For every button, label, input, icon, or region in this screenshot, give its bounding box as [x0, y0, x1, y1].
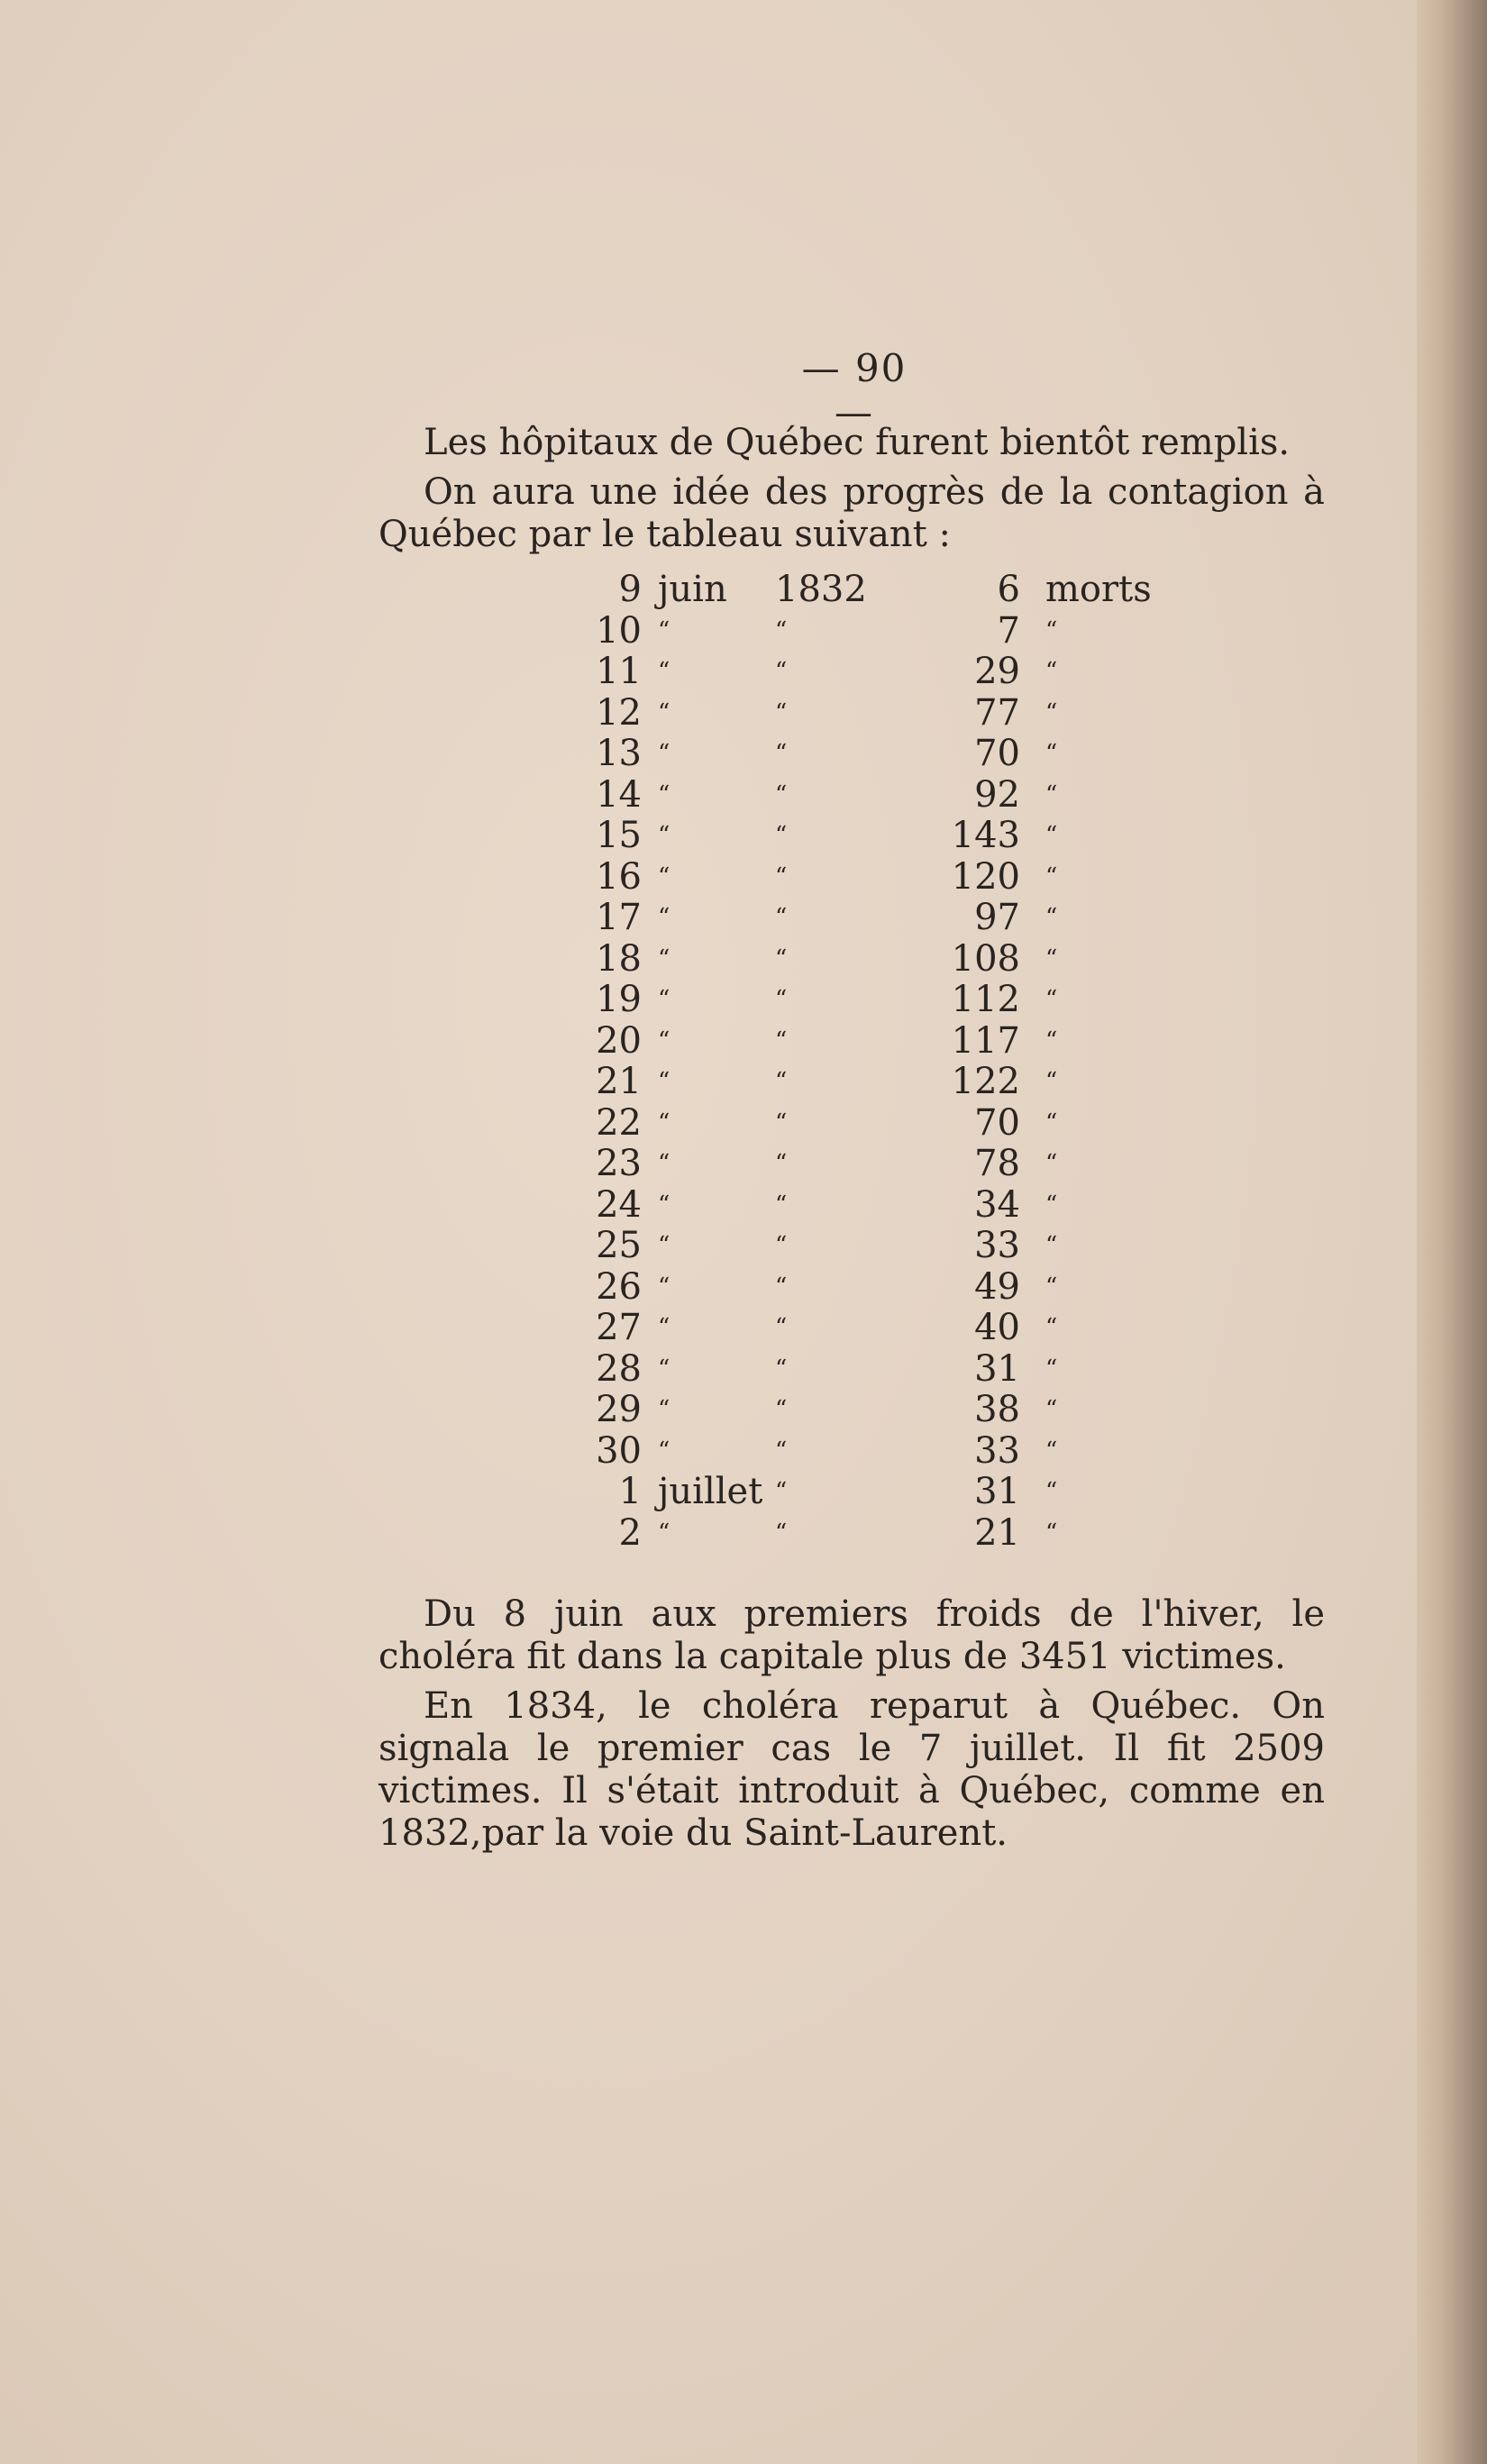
- unit-cell: “: [1045, 862, 1058, 890]
- month-cell: “: [658, 780, 671, 808]
- month-cell: “: [658, 740, 671, 767]
- deaths-count-cell: 77: [974, 691, 1020, 734]
- month-cell: “: [658, 1396, 671, 1423]
- year-cell: “: [775, 1478, 788, 1505]
- day-cell: 10: [596, 609, 642, 652]
- year-cell: “: [775, 1396, 788, 1423]
- day-cell: 20: [596, 1019, 642, 1062]
- day-cell: 12: [596, 691, 642, 734]
- deaths-count-cell: 120: [951, 855, 1020, 898]
- deaths-count-cell: 108: [951, 937, 1020, 980]
- deaths-count-cell: 122: [951, 1061, 1020, 1102]
- paragraph-total-victims: [379, 1593, 1325, 1678]
- day-cell: 22: [596, 1101, 642, 1144]
- month-cell: “: [658, 1027, 671, 1054]
- deaths-count-cell: 143: [951, 815, 1020, 856]
- month-cell: “: [658, 1314, 671, 1341]
- unit-cell: “: [1045, 1396, 1058, 1423]
- deaths-count-cell: 21: [974, 1511, 1020, 1554]
- table-row: [559, 857, 1172, 899]
- year-cell: “: [775, 1437, 788, 1465]
- month-cell: “: [658, 986, 671, 1013]
- unit-cell: “: [1045, 740, 1058, 767]
- year-cell: “: [775, 1519, 788, 1547]
- month-cell: “: [658, 822, 671, 849]
- day-cell: 16: [596, 855, 642, 898]
- unit-cell: “: [1045, 1273, 1058, 1300]
- year-cell: “: [775, 1191, 788, 1218]
- table-row: [559, 1267, 1172, 1309]
- day-cell: 26: [596, 1265, 642, 1308]
- table-row: [559, 1513, 1172, 1555]
- deaths-count-cell: 78: [974, 1143, 1020, 1184]
- month-cell: “: [658, 658, 671, 685]
- month-cell: “: [658, 904, 671, 931]
- deaths-count-cell: 117: [951, 1019, 1020, 1062]
- unit-cell: “: [1045, 945, 1058, 972]
- paragraph-text: Les hôpitaux de Québec furent bientôt remplis.: [424, 422, 1291, 463]
- table-row: [559, 1144, 1172, 1185]
- deaths-count-cell: 38: [974, 1389, 1020, 1430]
- month-cell: juin: [658, 569, 727, 610]
- unit-cell: “: [1045, 1191, 1058, 1218]
- deaths-count-cell: 49: [974, 1265, 1020, 1308]
- deaths-count-cell: 6: [997, 569, 1020, 610]
- month-cell: “: [658, 862, 671, 890]
- deaths-count-cell: 70: [974, 1101, 1020, 1144]
- year-cell: “: [775, 904, 788, 931]
- table-row: [559, 1308, 1172, 1349]
- year-cell: “: [775, 1355, 788, 1383]
- year-cell: “: [775, 1109, 788, 1136]
- month-cell: “: [658, 1232, 671, 1259]
- year-cell: “: [775, 780, 788, 808]
- year-cell: 1832: [775, 569, 867, 610]
- year-cell: “: [775, 1150, 788, 1177]
- unit-cell: “: [1045, 658, 1058, 685]
- unit-cell: “: [1045, 1150, 1058, 1177]
- unit-cell: “: [1045, 698, 1058, 726]
- paragraph-text: Du 8 juin aux premiers froids de l'hiver, le choléra fit dans la capitale plus de 3451 victimes.: [379, 1593, 1325, 1677]
- deaths-count-cell: 31: [974, 1347, 1020, 1390]
- month-cell: “: [658, 945, 671, 972]
- deaths-count-cell: 33: [974, 1225, 1020, 1266]
- day-cell: 18: [596, 937, 642, 980]
- year-cell: “: [775, 1314, 788, 1341]
- table-row: [559, 652, 1172, 693]
- table-row: [559, 611, 1172, 653]
- year-cell: “: [775, 658, 788, 685]
- unit-cell: “: [1045, 1109, 1058, 1136]
- table-row: [559, 816, 1172, 857]
- year-cell: “: [775, 740, 788, 767]
- table-row: [559, 1021, 1172, 1063]
- cholera-deaths-table: [559, 570, 1172, 1554]
- deaths-count-cell: 40: [974, 1307, 1020, 1348]
- year-cell: “: [775, 698, 788, 726]
- book-spine: [1417, 0, 1487, 2464]
- month-cell: “: [658, 1437, 671, 1465]
- day-cell: 23: [596, 1143, 642, 1184]
- year-cell: “: [775, 945, 788, 972]
- day-cell: 28: [596, 1347, 642, 1390]
- table-row: [559, 693, 1172, 735]
- deaths-count-cell: 112: [951, 979, 1020, 1020]
- unit-cell: “: [1045, 904, 1058, 931]
- unit-cell: “: [1045, 1519, 1058, 1547]
- unit-cell: morts: [1045, 569, 1152, 610]
- day-cell: 2: [618, 1511, 642, 1554]
- month-cell: “: [658, 698, 671, 726]
- day-cell: 17: [596, 897, 642, 938]
- deaths-count-cell: 97: [974, 897, 1020, 938]
- unit-cell: “: [1045, 1068, 1058, 1095]
- month-cell: “: [658, 1109, 671, 1136]
- day-cell: 27: [596, 1307, 642, 1348]
- table-row: [559, 1062, 1172, 1103]
- unit-cell: “: [1045, 1478, 1058, 1505]
- month-cell: “: [658, 616, 671, 644]
- day-cell: 15: [596, 815, 642, 856]
- day-cell: 30: [596, 1429, 642, 1472]
- day-cell: 14: [596, 773, 642, 816]
- table-row: [559, 1431, 1172, 1473]
- paragraph-1834-outbreak: [379, 1685, 1325, 1855]
- year-cell: “: [775, 1068, 788, 1095]
- table-row: [559, 939, 1172, 981]
- year-cell: “: [775, 616, 788, 644]
- unit-cell: “: [1045, 1355, 1058, 1383]
- day-cell: 19: [596, 979, 642, 1020]
- year-cell: “: [775, 862, 788, 890]
- table-row: [559, 1472, 1172, 1513]
- table-row: [559, 1226, 1172, 1267]
- year-cell: “: [775, 1027, 788, 1054]
- year-cell: “: [775, 1273, 788, 1300]
- year-cell: “: [775, 986, 788, 1013]
- deaths-count-cell: 29: [974, 651, 1020, 692]
- year-cell: “: [775, 822, 788, 849]
- day-cell: 21: [596, 1061, 642, 1102]
- unit-cell: “: [1045, 822, 1058, 849]
- day-cell: 9: [618, 569, 642, 610]
- day-cell: 25: [596, 1225, 642, 1266]
- month-cell: “: [658, 1150, 671, 1177]
- table-row: [559, 980, 1172, 1021]
- paragraph-text: On aura une idée des progrès de la contagion à Québec par le tableau suivant :: [379, 471, 1325, 555]
- unit-cell: “: [1045, 1437, 1058, 1465]
- table-row: [559, 898, 1172, 939]
- day-cell: 13: [596, 733, 642, 774]
- unit-cell: “: [1045, 986, 1058, 1013]
- table-row: [559, 1103, 1172, 1145]
- paragraph-contagion-intro: [379, 471, 1325, 556]
- table-row: [559, 1185, 1172, 1227]
- day-cell: 24: [596, 1183, 642, 1226]
- month-cell: “: [658, 1519, 671, 1547]
- unit-cell: “: [1045, 1232, 1058, 1259]
- page-number: — 90 —: [801, 346, 908, 434]
- deaths-count-cell: 7: [997, 609, 1020, 652]
- deaths-count-cell: 31: [974, 1471, 1020, 1512]
- paragraph-text: En 1834, le choléra reparut à Québec. On signala le premier cas le 7 juillet. Il fit 2509 victimes. Il s'était introduit à Québec, comme en 1832,par la voie du Saint-Laurent.: [379, 1685, 1325, 1854]
- unit-cell: “: [1045, 1314, 1058, 1341]
- table-row: [559, 775, 1172, 817]
- table-row: [559, 734, 1172, 775]
- day-cell: 11: [596, 651, 642, 692]
- table-row: [559, 1349, 1172, 1391]
- table-row: [559, 570, 1172, 611]
- month-cell: “: [658, 1273, 671, 1300]
- paragraph-hospitals: [379, 422, 1325, 464]
- unit-cell: “: [1045, 780, 1058, 808]
- month-cell: juillet: [658, 1471, 763, 1512]
- deaths-count-cell: 92: [974, 773, 1020, 816]
- month-cell: “: [658, 1068, 671, 1095]
- deaths-count-cell: 33: [974, 1429, 1020, 1472]
- day-cell: 29: [596, 1389, 642, 1430]
- table-row: [559, 1390, 1172, 1431]
- month-cell: “: [658, 1191, 671, 1218]
- deaths-count-cell: 34: [974, 1183, 1020, 1226]
- deaths-count-cell: 70: [974, 733, 1020, 774]
- unit-cell: “: [1045, 1027, 1058, 1054]
- month-cell: “: [658, 1355, 671, 1383]
- day-cell: 1: [618, 1471, 642, 1512]
- unit-cell: “: [1045, 616, 1058, 644]
- year-cell: “: [775, 1232, 788, 1259]
